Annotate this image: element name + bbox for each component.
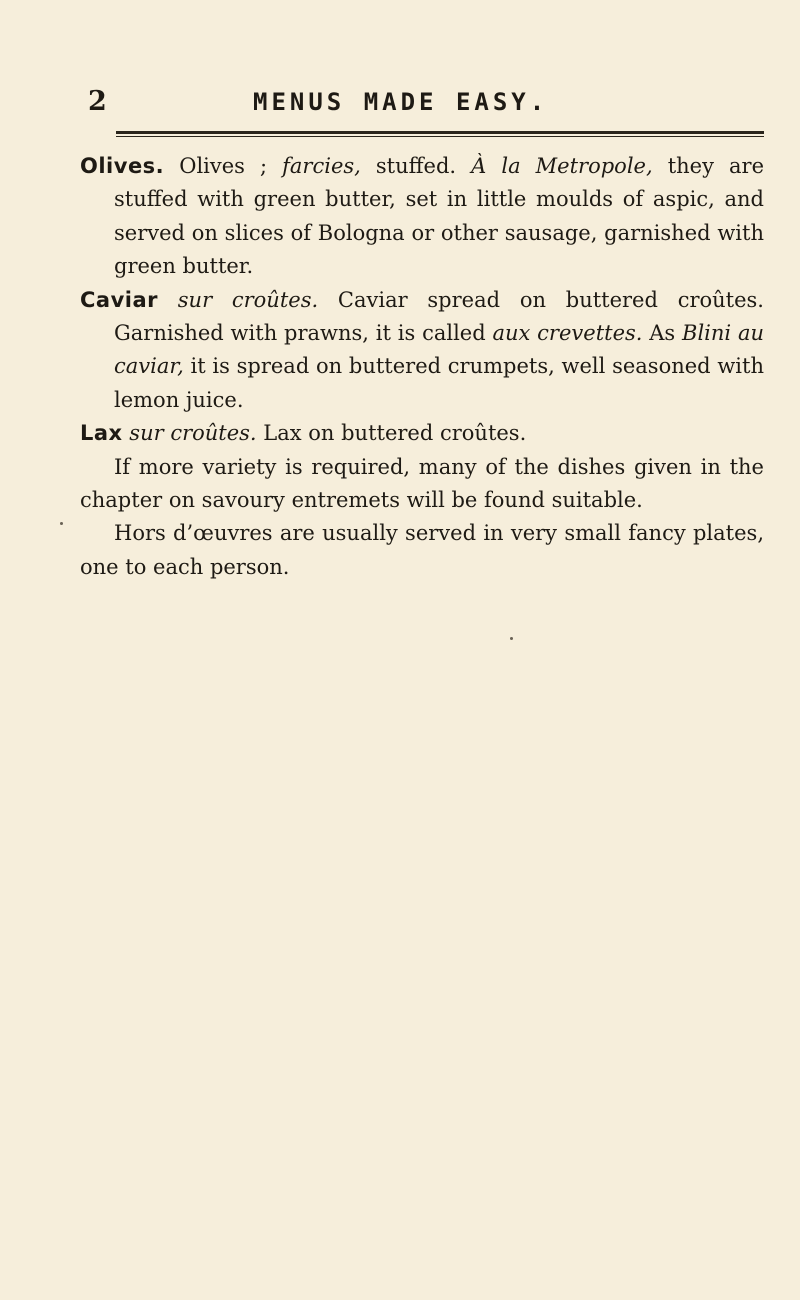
entry-olives xyxy=(80,150,764,284)
paragraph-hors-doeuvres: Hors d’œuvres are usually served in very small fancy plates, one to each person. xyxy=(80,521,764,579)
entry-text: they are stuffed with green butter, set in little moulds of aspic, and served on slices of Bologna or other sausage, garnished with green butter. xyxy=(114,154,765,279)
entry-italic-text: aux crevettes. xyxy=(492,321,643,346)
entry-text: Lax on buttered croûtes. xyxy=(256,421,527,446)
header-rule xyxy=(116,131,764,137)
entry-italic-text: sur croûtes. xyxy=(129,421,257,446)
entry-text xyxy=(158,288,178,312)
entry-italic-text: sur croûtes. xyxy=(177,287,319,312)
entry-italic-text: Blini au caviar, xyxy=(114,321,764,379)
entry-text: stuffed. xyxy=(360,154,472,178)
entry-lax xyxy=(80,417,764,450)
entry-text: it is spread on buttered crumpets, well seasoned with lemon juice. xyxy=(114,354,764,412)
entry-italic-text: À la Metropole, xyxy=(471,154,653,178)
print-speck xyxy=(510,637,513,640)
entry-caviar xyxy=(80,284,764,418)
page-body xyxy=(80,150,764,584)
entry-head: Caviar xyxy=(80,287,158,312)
entry-head: Olives. xyxy=(80,154,165,178)
entry-head: Lax xyxy=(80,421,123,446)
paragraph-variety: If more variety is required, many of the dishes given in the chapter on savoury entremets will be found suitable. xyxy=(80,454,764,513)
entry-text: Olives ; xyxy=(164,154,283,178)
entry-text: Caviar spread on buttered croûtes. Garnished with prawns, it is called xyxy=(114,287,764,346)
page-header xyxy=(88,86,764,126)
print-speck xyxy=(60,522,63,525)
running-head: MENUS MADE EASY. xyxy=(253,88,549,116)
entry-italic-text: farcies, xyxy=(282,154,361,178)
page-number: 2 xyxy=(88,86,107,117)
entry-text: As xyxy=(642,321,683,346)
